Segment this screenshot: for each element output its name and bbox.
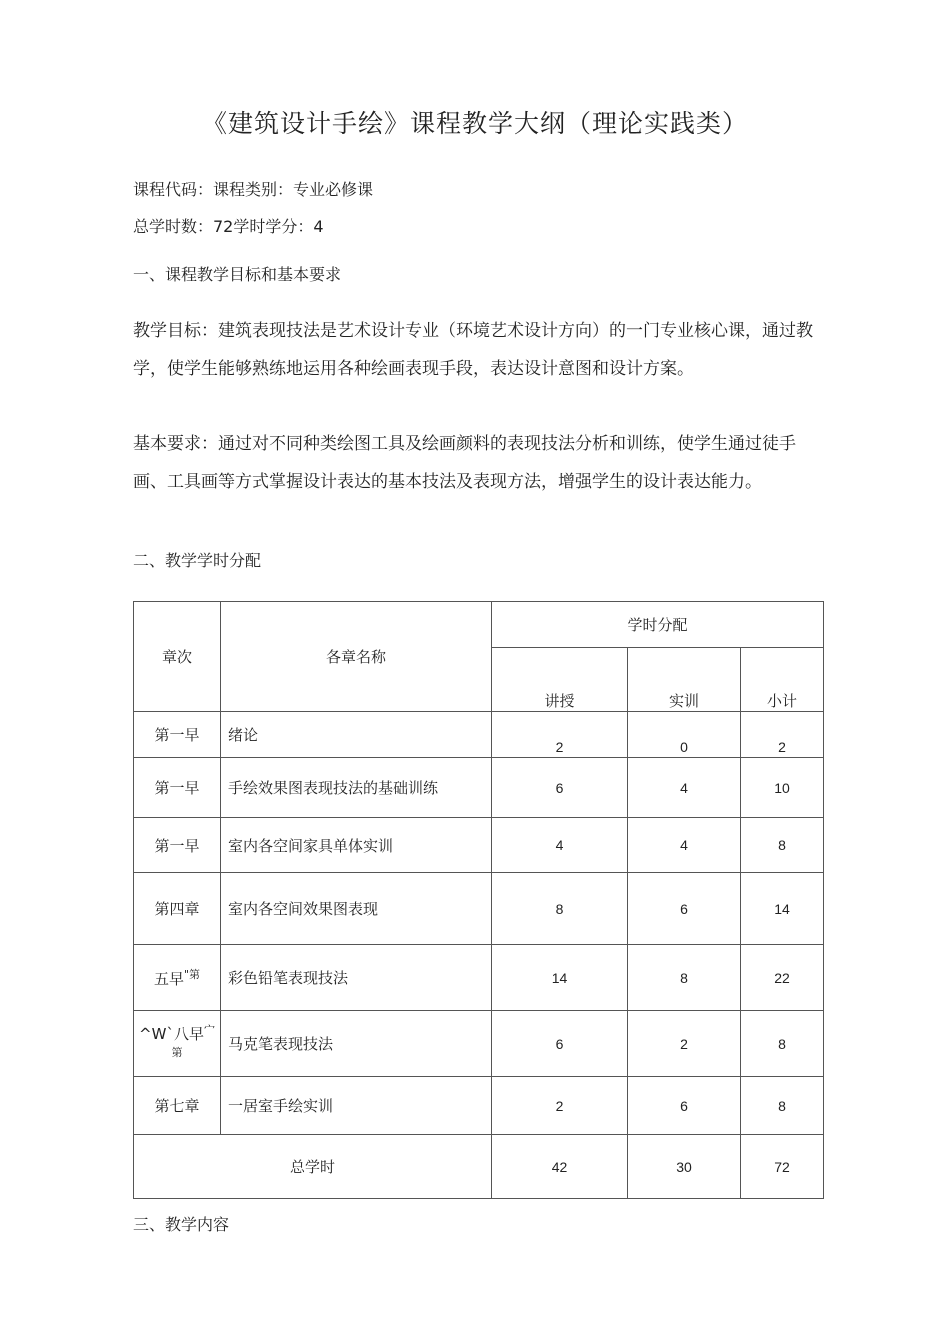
header-practice: 实训 — [628, 648, 741, 712]
table-row — [134, 818, 824, 873]
header-chapter: 章次 — [134, 602, 221, 712]
row-lecture: 2 — [492, 712, 628, 758]
table-row — [134, 712, 824, 758]
table-row — [134, 758, 824, 818]
table-row — [134, 1011, 824, 1077]
header-lecture: 讲授 — [492, 648, 628, 712]
row-subtotal: 14 — [741, 873, 824, 945]
row-subtotal: 8 — [741, 1011, 824, 1077]
table-total-row — [134, 1135, 824, 1199]
row-practice: 8 — [628, 945, 741, 1011]
row-chapter-cell — [134, 945, 221, 1011]
row-chapter: 第一早 — [134, 818, 221, 873]
hours-allocation-table — [133, 601, 824, 1199]
row-chapter-name: 绪论 — [221, 712, 492, 758]
row-lecture: 2 — [492, 1077, 628, 1135]
row-subtotal: 22 — [741, 945, 824, 1011]
header-subtotal: 小计 — [741, 648, 824, 712]
header-chapter-name: 各章名称 — [221, 602, 492, 712]
teaching-goal-paragraph: 教学目标：建筑表现技法是艺术设计专业（环境艺术设计方向）的一门专业核心课，通过教学，使学生能够熟练地运用各种绘画表现手段，表达设计意图和设计方案。 — [133, 321, 813, 379]
table-row — [134, 945, 824, 1011]
row-practice: 4 — [628, 758, 741, 818]
row-chapter-name: 马克笔表现技法 — [221, 1011, 492, 1077]
row-chapter-name: 一居室手绘实训 — [221, 1077, 492, 1135]
row-chapter-artifact: 宀第 — [171, 1023, 215, 1059]
row-practice: 4 — [628, 818, 741, 873]
row-chapter: 第四章 — [134, 873, 221, 945]
row-chapter: 五早 — [153, 970, 184, 988]
row-practice: 6 — [628, 873, 741, 945]
row-lecture: 6 — [492, 1011, 628, 1077]
section2-heading: 二、教学学时分配 — [133, 551, 262, 570]
table-row — [134, 873, 824, 945]
row-chapter-cell — [134, 1011, 221, 1077]
row-lecture: 14 — [492, 945, 628, 1011]
row-chapter: 第一早 — [134, 758, 221, 818]
row-lecture: 8 — [492, 873, 628, 945]
row-chapter: ^W`八早 — [139, 1025, 204, 1043]
total-subtotal: 72 — [741, 1135, 824, 1199]
row-chapter-name: 手绘效果图表现技法的基础训练 — [221, 758, 492, 818]
row-practice: 0 — [628, 712, 741, 758]
total-practice: 30 — [628, 1135, 741, 1199]
table-row — [134, 1077, 824, 1135]
section3-heading: 三、教学内容 — [133, 1215, 230, 1234]
row-chapter-name: 室内各空间家具单体实训 — [221, 818, 492, 873]
row-chapter-name: 室内各空间效果图表现 — [221, 873, 492, 945]
header-hours-allocation: 学时分配 — [492, 602, 824, 648]
row-subtotal: 10 — [741, 758, 824, 818]
row-chapter-artifact: "第 — [183, 968, 201, 981]
row-lecture: 6 — [492, 758, 628, 818]
row-chapter: 第一早 — [134, 712, 221, 758]
row-subtotal: 8 — [741, 818, 824, 873]
row-practice: 2 — [628, 1011, 741, 1077]
row-practice: 6 — [628, 1077, 741, 1135]
basic-requirement-paragraph: 基本要求：通过对不同种类绘图工具及绘画颜料的表现技法分析和训练，使学生通过徒手画、工具画等方式掌握设计表达的基本技法及表现方法，增强学生的设计表达能力。 — [133, 434, 796, 492]
row-chapter: 第七章 — [134, 1077, 221, 1135]
total-lecture: 42 — [492, 1135, 628, 1199]
course-hours-credits: 总学时数：72学时学分：4 — [133, 217, 324, 236]
document-title: 《建筑设计手绘》课程教学大纲（理论实践类） — [201, 109, 748, 138]
section1-heading: 一、课程教学目标和基本要求 — [133, 265, 342, 284]
total-label: 总学时 — [134, 1135, 492, 1199]
row-chapter-name: 彩色铅笔表现技法 — [221, 945, 492, 1011]
course-code-type: 课程代码：课程类别：专业必修课 — [133, 180, 374, 199]
row-subtotal: 8 — [741, 1077, 824, 1135]
table-header-row — [134, 602, 824, 648]
row-subtotal: 2 — [741, 712, 824, 758]
row-lecture: 4 — [492, 818, 628, 873]
